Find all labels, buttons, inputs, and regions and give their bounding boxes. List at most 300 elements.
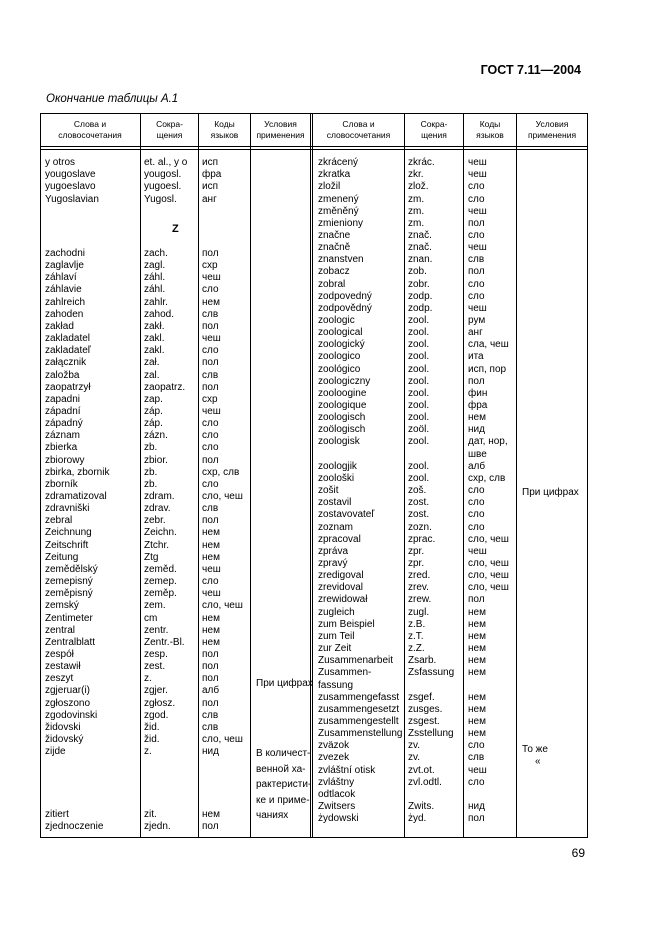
left-cell: чеш — [202, 588, 221, 600]
left-cell: západní — [45, 406, 81, 417]
right-cell: żyd. — [408, 813, 427, 825]
right-cell: zodp. — [408, 290, 433, 302]
right-cell: zum Beispiel — [318, 618, 375, 630]
right-cell: zsgest. — [408, 715, 440, 727]
left-cell: сло — [202, 430, 219, 442]
col-divider — [198, 113, 199, 838]
right-cell: zvláštny — [318, 776, 355, 788]
right-cell: změněný — [318, 205, 359, 217]
right-cell: zvezek — [318, 752, 350, 764]
left-cell: zakladatel — [45, 333, 91, 345]
left-cell: исп — [202, 157, 219, 168]
right-cell: zoologický — [318, 339, 365, 351]
right-cell: сло — [468, 485, 485, 497]
right-cell: zugl. — [408, 606, 430, 618]
left-cell: zahoden — [45, 308, 84, 320]
left-cell: нем — [202, 636, 220, 648]
right-cell: zum Teil — [318, 630, 355, 642]
left-cell: чеш — [202, 272, 221, 284]
condition-note: « — [535, 756, 541, 767]
right-cell: слв — [468, 254, 485, 266]
right-cell: фин — [468, 387, 488, 399]
left-cell: založba — [45, 369, 80, 381]
right-cell: zostavil — [318, 497, 352, 509]
right-cell: сло, чеш — [468, 582, 509, 594]
right-cell: odtlacok — [318, 788, 356, 800]
left-cell: сло, чеш — [202, 600, 243, 612]
left-cell: cm — [144, 612, 158, 624]
right-cell: zrew. — [408, 594, 432, 606]
left-cell: záhlavie — [45, 284, 82, 296]
right-cell: пол — [468, 266, 485, 278]
right-cell: zost. — [408, 497, 430, 509]
right-cell: zool. — [408, 339, 430, 351]
right-cell: нем — [468, 618, 486, 630]
left-cell: y otros — [45, 157, 76, 168]
left-cell: zestawił — [45, 661, 81, 673]
left-cell: záhlaví — [45, 272, 77, 284]
left-cell: слв — [202, 709, 219, 721]
right-cell: сла, чеш — [468, 339, 509, 351]
right-cell: zmieniony — [318, 217, 364, 229]
left-cell: zbierka — [45, 442, 78, 454]
right-cell: zoologjik — [318, 460, 357, 472]
left-cell: zal. — [144, 369, 160, 381]
column-header: Условия применения — [256, 119, 305, 140]
right-cell: нем — [468, 412, 486, 424]
right-cell: zool. — [408, 351, 430, 363]
left-cell: židovski — [45, 721, 81, 733]
left-cell: сло — [202, 442, 219, 454]
left-cell: Ztchr. — [144, 539, 170, 551]
header-rule-2 — [40, 149, 588, 150]
left-cell: zeměd. — [144, 563, 177, 575]
right-cell: zoologique — [318, 400, 367, 411]
right-cell: zsgef. — [408, 691, 435, 703]
right-cell: zoologiczny — [318, 375, 371, 387]
right-cell: zoološki — [318, 472, 355, 484]
left-cell: zbirka, zbornik — [45, 466, 110, 478]
left-cell: пол — [202, 515, 219, 527]
right-cell: zodpovedný — [318, 290, 372, 302]
col-divider — [404, 113, 405, 838]
table-border — [40, 113, 588, 838]
left-cell: záp. — [144, 418, 163, 430]
left-cell: zemský — [45, 600, 79, 612]
left-cell: zentr. — [144, 624, 169, 636]
right-cell: чеш — [468, 157, 487, 168]
right-cell: zoológico — [318, 363, 361, 375]
right-cell: zkrácený — [318, 157, 359, 168]
left-cell: zakl. — [144, 345, 165, 357]
right-cell: zkr. — [408, 169, 424, 181]
left-cell: zdram. — [144, 491, 175, 502]
right-cell: zozn. — [408, 521, 432, 533]
left-cell: пол — [202, 357, 219, 369]
right-cell: сло — [468, 509, 485, 521]
right-cell: дат, нор, — [468, 436, 508, 448]
left-cell: zgłoszono — [45, 697, 91, 709]
right-cell: нем — [468, 643, 486, 654]
column-header: Сокра- щения — [420, 119, 448, 140]
abbreviations-table — [40, 113, 588, 838]
left-cell: zgjer. — [144, 685, 168, 697]
left-cell: zdramatizoval — [45, 491, 107, 502]
right-cell: zoznam — [318, 521, 354, 533]
left-cell: чеш — [202, 406, 221, 417]
left-cell: сло, чеш — [202, 491, 243, 502]
right-cell: Zsarb. — [408, 655, 437, 667]
right-cell: zrewidował — [318, 594, 368, 606]
right-cell: zusammengesetzt — [318, 703, 400, 715]
right-cell: сло — [468, 521, 485, 533]
left-cell: Zentimeter — [45, 612, 93, 624]
left-cell: zdravniški — [45, 503, 90, 515]
left-cell: zijde — [45, 746, 66, 758]
right-cell: нем — [468, 703, 486, 715]
right-cell: Zwits. — [408, 801, 435, 812]
condition-note: В количест- венной ха- рактеристи- ке и приме- чаниях — [256, 748, 312, 821]
left-cell: zap. — [144, 393, 163, 405]
standard-designation: ГОСТ 7.11—2004 — [480, 63, 581, 77]
right-cell: zooloogine — [318, 387, 367, 399]
right-cell: zur Zeit — [318, 643, 352, 654]
left-cell: yugoeslavo — [45, 181, 96, 193]
column-header: Слова и словосочетания — [58, 119, 122, 140]
left-cell: нем — [202, 296, 220, 308]
left-cell: Zeichn. — [144, 527, 177, 539]
right-cell: zpr. — [408, 557, 425, 569]
left-cell: zentral — [45, 624, 76, 636]
right-cell: zusammengestellt — [318, 715, 399, 727]
right-cell: zredigoval — [318, 570, 364, 582]
left-cell: пол — [202, 381, 219, 393]
left-cell: zachodni — [45, 248, 86, 259]
left-cell: Yugoslavian — [45, 193, 99, 205]
right-cell: zväzok — [318, 740, 350, 752]
left-cell: сло — [202, 284, 219, 296]
left-cell: et. al., y o — [144, 157, 188, 168]
right-cell: zostavovateľ — [318, 509, 375, 521]
left-cell: zesp. — [144, 649, 168, 660]
right-cell: zool. — [408, 400, 430, 411]
left-cell: západný — [45, 418, 83, 430]
right-cell: Zusammenstellung — [318, 728, 403, 740]
right-cell: zpravý — [318, 557, 348, 569]
right-cell: z.T. — [408, 630, 424, 642]
left-cell: нем — [202, 809, 220, 820]
left-cell: zit. — [144, 809, 157, 820]
left-cell: слв — [202, 308, 219, 320]
right-cell: схр, слв — [468, 472, 506, 484]
left-cell: zapadni — [45, 393, 81, 405]
left-cell: zjedn. — [144, 821, 171, 833]
left-cell: zgjeruar(i) — [45, 685, 91, 697]
right-cell: чеш — [468, 545, 487, 557]
left-cell: zaglavlje — [45, 260, 84, 272]
left-cell: z. — [144, 673, 152, 685]
left-cell: zb. — [144, 442, 158, 454]
left-cell: чеш — [202, 563, 221, 575]
left-cell: zázn. — [144, 430, 168, 442]
right-cell: znanstven — [318, 254, 364, 266]
left-cell: zem. — [144, 600, 166, 612]
left-cell: Zeitschrift — [45, 539, 89, 551]
right-cell: zool. — [408, 363, 430, 375]
right-cell: zob. — [408, 266, 427, 278]
right-cell: zm. — [408, 217, 425, 229]
left-cell: Zentr.-Bl. — [144, 636, 185, 648]
left-cell: сло — [202, 478, 219, 490]
right-cell: фра — [468, 400, 488, 411]
right-cell: z.Z. — [408, 643, 425, 654]
left-cell: zdrav. — [144, 503, 171, 515]
left-cell: zest. — [144, 661, 166, 673]
right-cell: рум — [468, 315, 486, 326]
right-cell: zool. — [408, 375, 430, 387]
section-letter: Z — [172, 223, 179, 235]
right-cell: z.B. — [408, 618, 426, 630]
left-cell: žid. — [144, 734, 160, 745]
left-cell: zeszyt — [45, 673, 74, 685]
left-cell: zemepisný — [45, 576, 93, 588]
right-cell: zool. — [408, 315, 430, 326]
left-cell: нем — [202, 539, 220, 551]
right-cell: zpr. — [408, 545, 425, 557]
right-cell: zugleich — [318, 606, 355, 618]
right-cell: zvt.ot. — [408, 764, 435, 776]
right-cell: zmenený — [318, 193, 359, 205]
right-cell: пол — [468, 375, 485, 387]
right-cell: fassung — [318, 679, 354, 691]
right-cell: чеш — [468, 764, 487, 776]
right-cell: Zwitsers — [318, 801, 356, 812]
condition-note: То же — [522, 744, 548, 755]
left-cell: zaopatrzył — [45, 381, 91, 393]
left-cell: zgod. — [144, 709, 169, 721]
right-cell: zošit — [318, 485, 339, 497]
right-cell: пол — [468, 813, 485, 825]
left-cell: zakład — [45, 320, 74, 332]
right-cell: značne — [318, 229, 351, 241]
right-cell: zool. — [408, 327, 430, 339]
left-cell: zeměpisný — [45, 588, 93, 600]
right-cell: сло — [468, 229, 485, 241]
right-cell: zlož. — [408, 181, 429, 193]
right-cell: zkratka — [318, 169, 351, 181]
left-cell: пол — [202, 248, 219, 259]
right-cell: нем — [468, 715, 486, 727]
right-cell: нид — [468, 801, 485, 812]
left-cell: zahlr. — [144, 296, 168, 308]
right-cell: zobral — [318, 278, 346, 290]
right-cell: сло — [468, 776, 485, 788]
right-cell: чеш — [468, 205, 487, 217]
left-cell: zakladateľ — [45, 345, 91, 357]
right-cell: сло — [468, 181, 485, 193]
right-cell: zost. — [408, 509, 430, 521]
left-cell: схр — [202, 260, 218, 272]
left-cell: zespół — [45, 649, 74, 660]
left-cell: пол — [202, 673, 219, 685]
left-cell: нем — [202, 612, 220, 624]
left-cell: пол — [202, 697, 219, 709]
left-cell: zakł. — [144, 320, 165, 332]
left-cell: záp. — [144, 406, 163, 417]
right-cell: zv. — [408, 752, 421, 764]
left-cell: алб — [202, 685, 220, 697]
right-cell: чеш — [468, 242, 487, 254]
left-cell: zał. — [144, 357, 160, 369]
right-cell: нем — [468, 728, 486, 740]
right-cell: zpracoval — [318, 533, 361, 545]
right-cell: чеш — [468, 302, 487, 314]
left-cell: zach. — [144, 248, 168, 259]
condition-note: При цифрах — [256, 678, 313, 689]
left-cell: пол — [202, 661, 219, 673]
right-cell: zodpovědný — [318, 302, 372, 314]
right-cell: сло — [468, 740, 485, 752]
right-cell: zoological — [318, 327, 363, 339]
left-cell: zahod. — [144, 308, 175, 320]
right-cell: zool. — [408, 436, 430, 448]
left-cell: нем — [202, 551, 220, 563]
left-cell: záznam — [45, 430, 81, 442]
right-cell: zusges. — [408, 703, 443, 715]
right-cell: Zsstellung — [408, 728, 454, 740]
left-cell: фра — [202, 169, 222, 181]
left-cell: пол — [202, 320, 219, 332]
center-divider — [310, 113, 313, 838]
col-divider — [463, 113, 464, 838]
left-cell: záhl. — [144, 284, 166, 296]
left-cell: zgodovinski — [45, 709, 98, 721]
right-cell: zpráva — [318, 545, 349, 557]
right-cell: zoologisch — [318, 412, 366, 424]
header-rule — [40, 146, 588, 147]
left-cell: нем — [202, 624, 220, 636]
left-cell: нид — [202, 746, 219, 758]
left-cell: zitiert — [45, 809, 69, 820]
right-cell: zodp. — [408, 302, 433, 314]
left-cell: zemědělský — [45, 563, 98, 575]
left-cell: слв — [202, 369, 219, 381]
right-cell: Zusammen- — [318, 667, 372, 679]
right-cell: чеш — [468, 169, 487, 181]
left-cell: yugoesl. — [144, 181, 182, 193]
right-cell: znan. — [408, 254, 433, 266]
left-cell: zgłosz. — [144, 697, 176, 709]
right-cell: ита — [468, 351, 484, 363]
right-cell: zm. — [408, 205, 425, 217]
right-cell: značně — [318, 242, 351, 254]
right-cell: шве — [468, 448, 487, 460]
right-cell: сло — [468, 278, 485, 290]
left-cell: zagl. — [144, 260, 166, 272]
left-cell: исп — [202, 181, 219, 193]
left-cell: zebral — [45, 515, 73, 527]
right-cell: zool. — [408, 472, 430, 484]
right-cell: Zsfassung — [408, 667, 455, 679]
left-cell: yougoslave — [45, 169, 96, 181]
right-cell: zool. — [408, 460, 430, 472]
left-cell: Ztg — [144, 551, 159, 563]
right-cell: zoologic — [318, 315, 355, 326]
col-divider — [140, 113, 141, 838]
right-cell: znač. — [408, 242, 432, 254]
right-cell: zoš. — [408, 485, 427, 497]
left-cell: zb. — [144, 466, 158, 478]
right-cell: слв — [468, 752, 485, 764]
right-cell: исп, пор — [468, 363, 507, 375]
right-cell: zoölogisch — [318, 424, 366, 436]
column-header: Коды языков — [210, 119, 239, 140]
right-cell: zm. — [408, 193, 425, 205]
left-cell: zebr. — [144, 515, 166, 527]
right-cell: нем — [468, 630, 486, 642]
left-cell: Zeichnung — [45, 527, 92, 539]
left-cell: сло, чеш — [202, 734, 243, 745]
left-cell: Zentralblatt — [45, 636, 96, 648]
right-cell: zool. — [408, 412, 430, 424]
right-cell: zrev. — [408, 582, 429, 594]
left-cell: zb. — [144, 478, 158, 490]
column-header: Сокра- щения — [156, 119, 183, 140]
left-cell: zbior. — [144, 454, 168, 466]
left-cell: чеш — [202, 333, 221, 345]
right-cell: нем — [468, 606, 486, 618]
page-number: 69 — [571, 846, 585, 860]
right-cell: Zusammenarbeit — [318, 655, 394, 667]
right-cell: zrevidoval — [318, 582, 364, 594]
left-cell: сло — [202, 576, 219, 588]
left-cell: zborník — [45, 478, 78, 490]
right-cell: сло, чеш — [468, 570, 509, 582]
left-cell: zjednoczenie — [45, 821, 104, 833]
right-cell: zobacz — [318, 266, 350, 278]
left-cell: Yugosl. — [144, 193, 177, 205]
right-cell: сло, чеш — [468, 533, 509, 545]
right-cell: алб — [468, 460, 486, 472]
left-cell: zbiorowy — [45, 454, 85, 466]
right-cell: сло — [468, 193, 485, 205]
right-cell: пол — [468, 217, 485, 229]
right-cell: zusammengefasst — [318, 691, 400, 703]
right-cell: zred. — [408, 570, 431, 582]
right-cell: zobr. — [408, 278, 430, 290]
left-cell: сло — [202, 345, 219, 357]
condition-note: При цифрах — [522, 487, 579, 498]
left-cell: слв — [202, 503, 219, 515]
right-cell: сло — [468, 497, 485, 509]
right-cell: сло, чеш — [468, 557, 509, 569]
left-cell: схр, слв — [202, 466, 240, 478]
left-cell: схр — [202, 393, 218, 405]
right-cell: żydowski — [318, 813, 359, 825]
left-cell: пол — [202, 454, 219, 466]
col-divider — [250, 113, 251, 838]
column-header: Слова и словосочетания — [326, 119, 391, 140]
right-cell: zkrác. — [408, 157, 435, 168]
left-cell: zaopatrz. — [144, 381, 186, 393]
left-cell: слв — [202, 721, 219, 733]
left-cell: zeměp. — [144, 588, 177, 600]
left-cell: židovský — [45, 734, 84, 745]
right-cell: znač. — [408, 229, 432, 241]
right-cell: zložil — [318, 181, 341, 193]
left-cell: zemep. — [144, 576, 177, 588]
left-cell: załącznik — [45, 357, 87, 369]
